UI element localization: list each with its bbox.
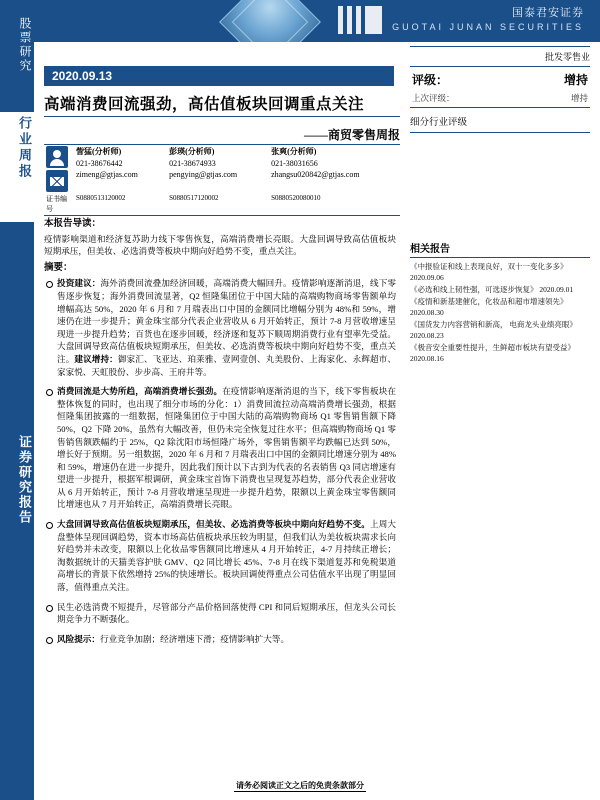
list-item[interactable]: 《国货发力内容营销和新高， 电商龙头业绩亮眼》 2020.08.23 <box>410 320 577 340</box>
page-title: 高端消费回流强劲，高估值板块回调重点关注 <box>44 96 365 113</box>
left-sidebar <box>0 0 34 800</box>
analyst-table <box>44 144 400 216</box>
cert-label: 证书编号 <box>46 195 67 213</box>
divider <box>410 46 590 47</box>
related-reports <box>410 240 590 365</box>
abstract-bullet: 风险提示：行业竞争加剧；经济增速下滑；疫情影响扩大等。 <box>44 633 396 646</box>
previous-rating-label: 上次评级： <box>412 93 455 103</box>
analyst-email[interactable]: pengying@gtjas.com <box>169 170 238 179</box>
sidebar-mid-label: 行业周报 <box>17 116 32 180</box>
cert-number: S0880513120002 <box>76 194 126 202</box>
rating-panel <box>410 46 590 133</box>
table-row <box>44 193 400 215</box>
abstract-bullet: 消费回流是大势所趋，高端消费增长强劲。在疫情影响逐渐消退的当下，线下零售板块在整体恢复的同时，也出现了细分市场的分化：1）消费回流拉动高端消费增长强劲，根据恒隆集团披露的一组数据，恒隆集团位于中国大陆的高端购物商场 Q1 零售销售额下降 50%，Q2 下降 20%，虽然有大幅改善，但仍未完全恢复过往水平；但高端购物商场 Q1 零售销售额跌幅约于 25%，Q2 除沈阳市场恒隆广场外，零售销售额平均跌幅已达到 50%，增长好于预期。另一组数据，2020 年 6 月和 7 月瑞表出口中国的金额同比增速分别为 48%和 59%，增速仍在进一步提升，因此我们预计以下古到为代表的名表销售 Q3 同店增速有望进一步提升，根据军根调研，黄金珠宝首饰下消费也呈现复苏趋势，部分代表企业营收从 6 月开始转正，预计 7-8 月营收增速呈现进一步提升趋势，限额以上黄金珠宝零售额同比增速也从 7 月开始转正，高端消费增长亮眼。 <box>44 385 396 511</box>
analyst-name: 彭瑛(分析师) <box>169 147 215 156</box>
list-item[interactable]: 《极音安全重要性提升，生鲜超市板块有望受益》 2020.08.16 <box>410 343 575 363</box>
rating-label: 评级： <box>412 73 449 87</box>
page-footer <box>0 780 600 792</box>
table-row <box>44 169 400 193</box>
brand-mark-icon <box>338 6 382 34</box>
analyst-avatar-icon <box>44 145 74 169</box>
sidebar-bottom-label: 证券研究报告 <box>17 435 32 525</box>
sidebar-mid-block <box>0 112 34 222</box>
abstract-bullet: 大盘回调导致高估值板块短期承压，但美妆、必选消费等板块中期向好趋势不变。上周大盘整体呈现回调趋势，资本市场高估值板块承压较为明显，但我们认为美妆板块需求长向好趋势并未改变，限额以上化妆品零售额同比增速从 4 月开始转正，4-7 月持续正增长；淘数据统计的天猫美容护肤 GMV、Q2 同比增长 45%、7-8 月在线下渠道复苏和免税渠道高增长的背景下依然增持 25%的快速增长。板块回调使得重点公司估值水平出现了明显回落，值得重点关注。 <box>44 518 396 594</box>
report-body <box>44 218 396 652</box>
list-item[interactable]: 《必选和线上韧性强，可选逐步恢复》 2020.09.01 <box>410 285 574 294</box>
rating-value: 增持 <box>563 73 588 87</box>
industry-tag: 批发零售业 <box>544 52 590 62</box>
page-subtitle: ——商贸零售周报 <box>303 128 400 142</box>
header-banner <box>34 0 600 42</box>
cert-number: S0880520080010 <box>271 194 321 202</box>
analyst-email[interactable]: zhangsu020842@gtjas.com <box>271 170 360 179</box>
cert-number: S0880517120002 <box>169 194 219 202</box>
list-item[interactable]: 《中报验证和线上表现良好，双十一变化多多》 2020.09.06 <box>410 262 568 282</box>
abstract-title: 摘要： <box>44 262 73 273</box>
report-date: 2020.09.13 <box>44 66 394 86</box>
brand-logo <box>392 4 584 32</box>
analyst-phone: 021-38031656 <box>271 159 318 168</box>
related-reports-list <box>410 261 590 364</box>
table-row <box>44 158 400 169</box>
analyst-email[interactable]: zimeng@gtjas.com <box>76 170 138 179</box>
analyst-name: 张爽(分析师) <box>271 147 317 156</box>
analyst-phone: 021-38676442 <box>76 159 123 168</box>
analyst-phone: 021-38674933 <box>169 159 216 168</box>
sidebar-top-label: 股票研究 <box>18 17 32 73</box>
diamond-logo-icon <box>219 0 321 42</box>
brand-name-en: GUOTAI JUNAN SECURITIES <box>392 22 584 32</box>
rating-box <box>410 66 590 108</box>
divider <box>44 116 400 117</box>
table-row <box>44 145 400 158</box>
previous-rating-value: 增持 <box>570 93 588 103</box>
lead-title: 本报告导读： <box>44 219 102 229</box>
footer-text: 请务必阅读正文之后的免责条款部分 <box>236 781 364 790</box>
analyst-name: 訾猛(分析师) <box>76 147 122 156</box>
abstract-bullet: 投资建议：海外消费回流叠加经济回暖，高端消费大幅回升。疫情影响逐渐消退，线下零售逐步恢复；海外消费回流显著，Q2 恒隆集团位于中国大陆的高端购物商场零售额单均增幅高达 50%，2020 年 6 月和 7 月瑞表出口中国的金额同比增幅分别为 48%和 59%，增速仍在进一步提升；黄金珠宝部分代表企业营收从 6 月开始转正，预计 7-8 月营收增速呈现进一步提升趋势；百货也在逐步回暖，经济逐和复苏下顺周期消费行业有望率先受益。大盘回调导致高估值板块短期承压，但美妆、必选消费等板块中期向好趋势不变，重点关注。建议增持：御家汇、飞亚达、珀莱雅、壹网壹创、丸美股份、上海家化、永辉超市、家家悦、天虹股份、步步高、王府井等。 <box>44 277 396 378</box>
abstract-bullet: 民生必选消费不短提升，尽管部分产品价格回落使得 CPI 和同后短期承压，但龙头公司长期竞争力不断强化。 <box>44 601 396 626</box>
list-item[interactable]: 《疫情和新基建催化，化妆品和超市增速领先》 2020.08.30 <box>410 297 568 317</box>
sub-industry-rating-label: 细分行业评级 <box>410 114 590 133</box>
lead-text: 疫情影响渠道和经济复苏助力线下零售恢复，高端消费增长亮眼。大盘回调导致高估值板块短期承压，但美妆、必选消费等板块中期向好趋势不变，重点关注。 <box>44 233 396 257</box>
related-reports-title: 相关报告 <box>410 240 590 258</box>
brand-name-cn: 国泰君安证券 <box>512 7 584 19</box>
mail-icon <box>44 169 74 193</box>
